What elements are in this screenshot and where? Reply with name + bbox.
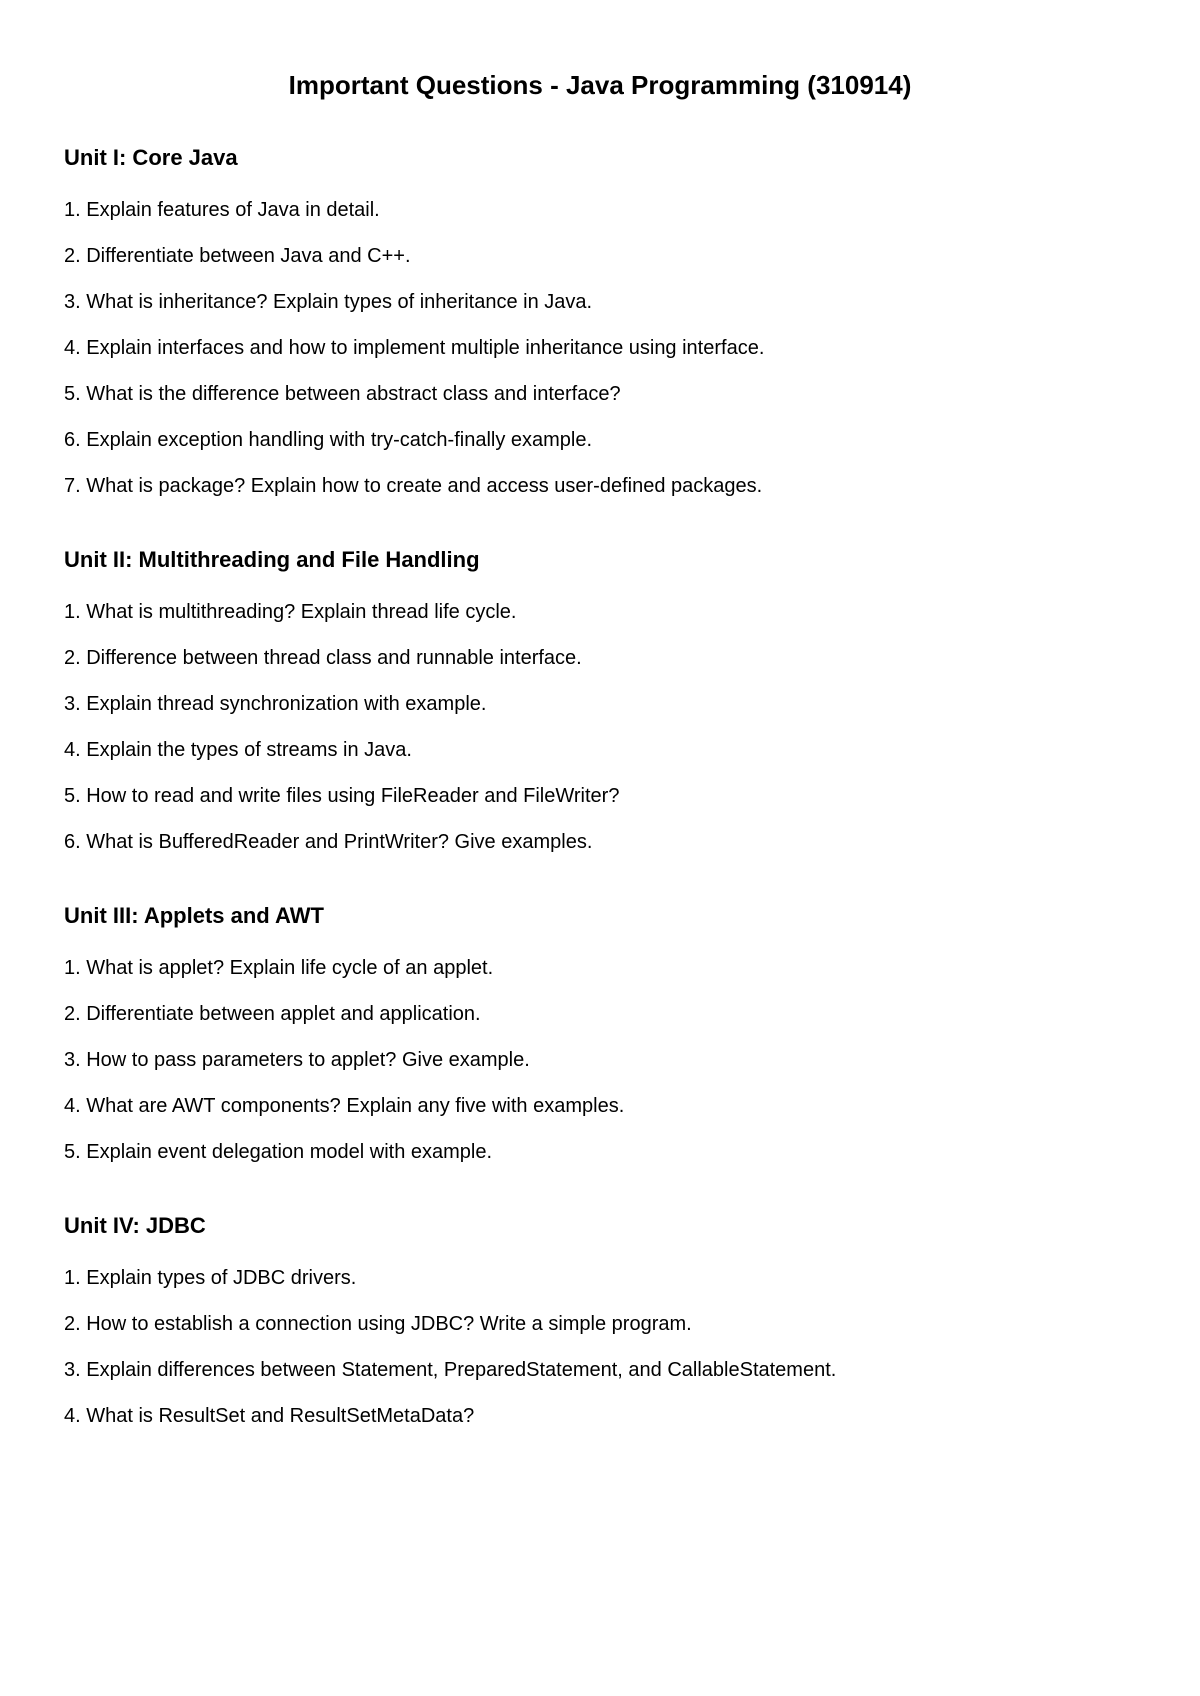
question-item: 6. What is BufferedReader and PrintWriter? Give examples. — [64, 831, 593, 853]
unit-heading: Unit II: Multithreading and File Handling — [64, 547, 480, 572]
question-item: 3. What is inheritance? Explain types of inheritance in Java. — [64, 291, 593, 313]
question-item: 6. Explain exception handling with try-catch-finally example. — [64, 429, 593, 451]
question-item: 7. What is package? Explain how to create and access user-defined packages. — [64, 475, 763, 497]
unit-section-3 — [64, 901, 1136, 1167]
question-list — [64, 953, 1136, 1167]
question-item: 5. Explain event delegation model with example. — [64, 1141, 493, 1163]
question-item: 3. Explain thread synchronization with example. — [64, 693, 487, 715]
question-item: 4. Explain interfaces and how to implement multiple inheritance using interface. — [64, 337, 765, 359]
question-item: 3. Explain differences between Statement, PreparedStatement, and CallableStatement. — [64, 1359, 837, 1381]
question-item: 2. Differentiate between Java and C++. — [64, 245, 411, 267]
question-item: 1. What is applet? Explain life cycle of an applet. — [64, 957, 494, 979]
question-item: 2. Differentiate between applet and application. — [64, 1003, 481, 1025]
question-item: 4. What is ResultSet and ResultSetMetaData? — [64, 1405, 475, 1427]
unit-section-2 — [64, 545, 1136, 857]
unit-heading: Unit I: Core Java — [64, 145, 238, 170]
question-list — [64, 195, 1136, 501]
question-item: 1. What is multithreading? Explain thread life cycle. — [64, 601, 517, 623]
question-item: 5. What is the difference between abstract class and interface? — [64, 383, 621, 405]
unit-section-4 — [64, 1211, 1136, 1431]
question-item: 1. Explain features of Java in detail. — [64, 199, 380, 221]
question-item: 1. Explain types of JDBC drivers. — [64, 1267, 357, 1289]
unit-heading: Unit III: Applets and AWT — [64, 903, 324, 928]
question-item: 4. Explain the types of streams in Java. — [64, 739, 412, 761]
question-item: 2. How to establish a connection using JDBC? Write a simple program. — [64, 1313, 692, 1335]
unit-heading: Unit IV: JDBC — [64, 1213, 206, 1238]
question-item: 5. How to read and write files using FileReader and FileWriter? — [64, 785, 620, 807]
question-list — [64, 597, 1136, 857]
question-item: 4. What are AWT components? Explain any five with examples. — [64, 1095, 625, 1117]
unit-section-1 — [64, 143, 1136, 501]
document-title: Important Questions - Java Programming (310914) — [288, 70, 912, 100]
question-item: 2. Difference between thread class and runnable interface. — [64, 647, 582, 669]
question-list — [64, 1263, 1136, 1431]
question-item: 3. How to pass parameters to applet? Give example. — [64, 1049, 530, 1071]
